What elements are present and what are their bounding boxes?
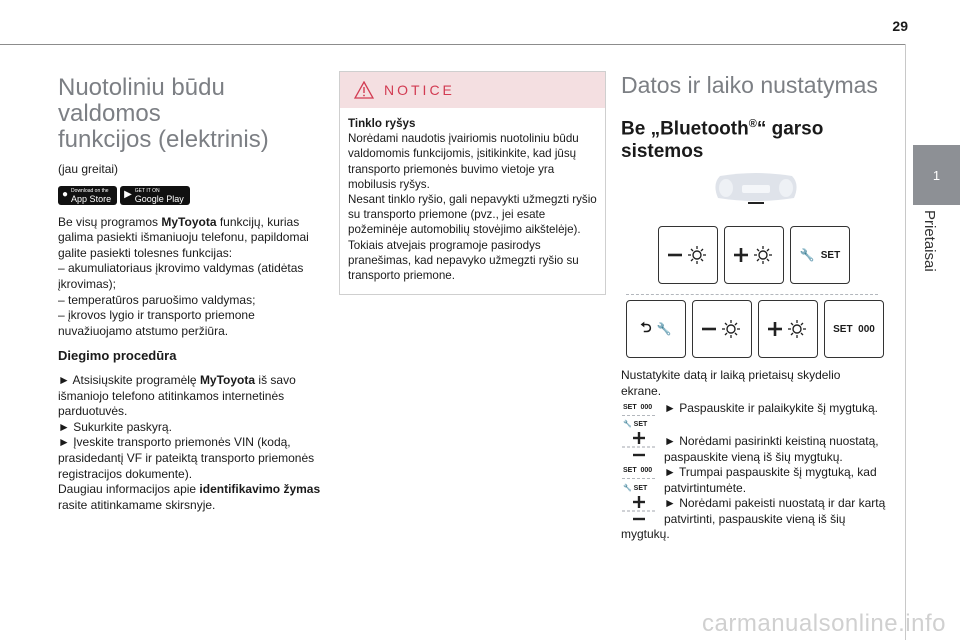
play-icon: ▶	[124, 189, 132, 201]
chapter-label: Prietaisai	[921, 210, 938, 272]
registered-mark: ®	[748, 118, 757, 130]
mini-plus-minus-icon	[622, 496, 656, 524]
set-000-button[interactable]	[824, 300, 884, 358]
datetime-intro: Nustatykite datą ir laiką prietaisų skydelio ekrane.	[621, 368, 841, 398]
app-store-text: App Store	[71, 194, 112, 205]
mini-plus-minus-icon	[622, 432, 656, 460]
wrench-icon: 🔧	[799, 248, 815, 262]
step1-text: ► Atsisiųskite programėlę	[58, 372, 200, 387]
notice-text-2: Nesant tinklo ryšio, gali nepavykti užmegzti ryšio su transporto priemone (pvz., jei esate požeminėje automobilių stovėjimo aikštelėje). Tokiais atvejais programoje pasirodys pranešimas, kad nepavyko užmegzti ryšio su transporto priemone.	[348, 193, 597, 283]
more-info-text-rest: rasite atitinkamame skirsnyje.	[58, 497, 216, 512]
button-separator	[626, 294, 878, 295]
app-store-small-text: Download on the	[71, 188, 109, 195]
app-store-badge[interactable]	[58, 186, 117, 205]
feature-item: – įkrovos lygio ir transporto priemone nuvažiuojamo atstumo peržiūra.	[58, 308, 255, 338]
minus-light-button[interactable]	[658, 226, 718, 284]
more-info	[58, 482, 326, 513]
set-000-label: SET 000	[833, 323, 875, 335]
page-number: 29	[892, 18, 908, 34]
install-heading: Diegimo procedūra	[58, 348, 177, 364]
set-label: SET	[820, 249, 841, 261]
store-badges	[58, 186, 326, 205]
intro-text: Be visų programos	[58, 214, 162, 229]
feature-item: – akumuliatoriaus įkrovimo valdymas (atidėtas įkrovimas);	[58, 261, 304, 291]
warning-icon	[354, 81, 374, 99]
subheading-text-rest: “ garso sistemos	[621, 118, 824, 163]
instrument-panel-icon	[712, 172, 800, 208]
install-step-1	[58, 373, 326, 420]
chapter-number: 1	[932, 167, 941, 183]
mini-set-000-icon: SET 000	[623, 404, 653, 411]
section-title	[58, 75, 326, 153]
watermark: carmanualsonline.info	[702, 610, 946, 637]
wrench-icon: 🔧	[656, 322, 672, 336]
mini-set-label: SET	[633, 485, 648, 492]
mini-set-label: SET	[633, 421, 648, 428]
google-play-badge[interactable]	[120, 186, 190, 205]
step1-app-name: MyToyota	[199, 372, 256, 387]
apple-icon: ●	[62, 189, 69, 201]
chapter-tab[interactable]	[913, 145, 960, 205]
mini-separator	[622, 478, 655, 479]
more-info-text: Daugiau informacijos apie	[58, 482, 200, 497]
datetime-step-1: ► Paspauskite ir palaikykite šį mygtuką.	[664, 401, 878, 415]
section-subtitle: (jau greitai)	[58, 162, 119, 176]
header-divider	[0, 44, 905, 45]
step1-text-rest: iš savo išmaniojo telefono atitinkamos internetinės parduotuvės.	[58, 372, 296, 419]
datetime-title: Datos ir laiko nustatymas	[621, 72, 878, 98]
datetime-step-4: ► Norėdami pakeisti nuostatą ir dar kartą patvirtinti, paspauskite vieną iš šių	[664, 496, 886, 526]
datetime-step-3: ► Trumpai paspauskite šį mygtuką, kad patvirtintumėte.	[664, 465, 877, 495]
mini-separator	[622, 415, 655, 416]
bluetooth-subheading	[621, 113, 891, 163]
more-info-link-text: identifikavimo žymas	[199, 482, 321, 497]
notice-text: Norėdami naudotis įvairiomis nuotoliniu būdu valdomomis funkcijomis, įsitikinkite, kad jūsų transporto priemonės buvimo vietoje yra mobilusis ryšys.	[348, 132, 579, 191]
left-column	[58, 75, 326, 513]
mini-wrench-set-icon: 🔧 SET	[623, 485, 648, 492]
intro-paragraph	[58, 215, 326, 262]
mini-set-000-icon: SET 000	[623, 467, 653, 474]
install-step-2: ► Sukurkite paskyrą.	[58, 419, 172, 434]
minus-brightness-icon	[666, 243, 710, 267]
google-play-text: Google Play	[134, 194, 184, 205]
section-title-line1: Nuotoliniu būdu valdomos	[58, 74, 225, 127]
right-header	[621, 72, 891, 163]
datetime-step-2: ► Norėdami pasirinkti keistiną nuostatą, paspauskite vieną iš šių mygtukų.	[664, 434, 879, 464]
plus-brightness-icon	[766, 317, 810, 341]
back-wrench-button[interactable]	[626, 300, 686, 358]
feature-item: – temperatūros paruošimo valdymas;	[58, 292, 256, 307]
minus-light-button-2[interactable]	[692, 300, 752, 358]
plus-light-button[interactable]	[724, 226, 784, 284]
notice-label: NOTICE	[384, 82, 455, 98]
chapter-label-container	[898, 210, 958, 330]
back-arrow-icon: ⮌	[640, 319, 652, 335]
intro-text-rest: funkcijų, kurias galima pasiekti išmaniuoju telefonu, papildomai galite pasiekti tolesnes funkcijas:	[58, 214, 309, 260]
plus-light-button-2[interactable]	[758, 300, 818, 358]
wrench-set-button[interactable]	[790, 226, 850, 284]
sidebar-divider	[905, 44, 906, 640]
subheading-text: Be „Bluetooth	[621, 118, 749, 140]
mini-wrench-set-icon: 🔧 SET	[623, 421, 648, 428]
notice-heading: Tinklo ryšys	[348, 117, 416, 130]
plus-brightness-icon	[732, 243, 776, 267]
notice-box	[339, 71, 606, 295]
google-play-small-text: GET IT ON	[134, 188, 160, 195]
intro-app-name: MyToyota	[161, 214, 217, 229]
notice-header	[340, 72, 605, 108]
notice-body	[340, 108, 605, 283]
section-title-line2: funkcijos (elektrinis)	[58, 126, 269, 153]
datetime-step-4-tail: mygtukų.	[621, 527, 670, 541]
install-step-3: ► Įveskite transporto priemonės VIN (kodą, prasidedantį VF ir pateiktą transporto priemonės registracijos dokumente).	[58, 435, 315, 481]
minus-brightness-icon	[700, 317, 744, 341]
